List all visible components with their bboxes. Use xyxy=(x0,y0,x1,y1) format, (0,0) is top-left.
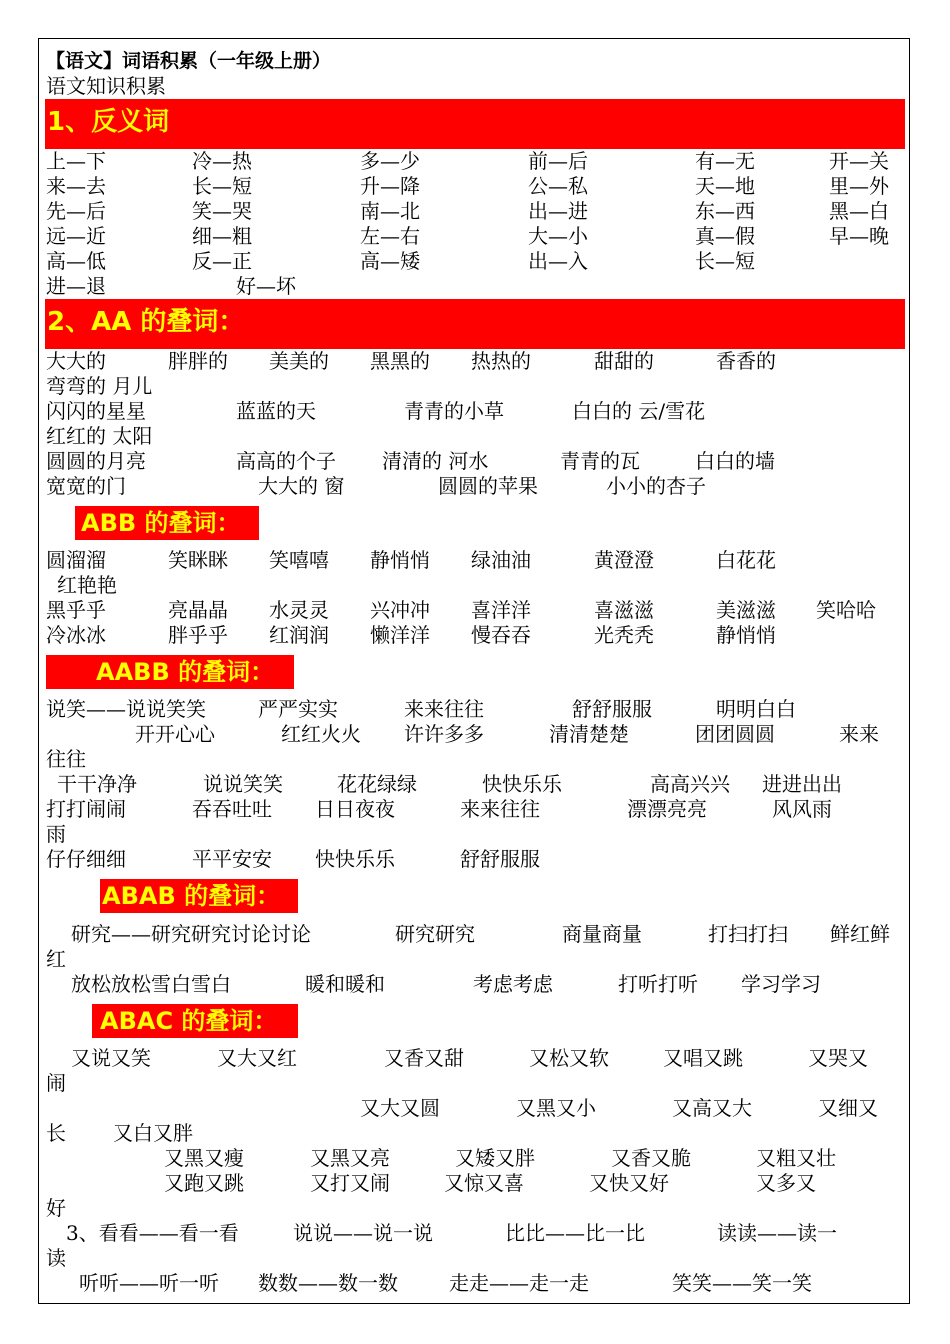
word-item: 商量商量 xyxy=(562,922,642,946)
word-item: 弯弯的 月儿 xyxy=(46,374,153,398)
word-item: 真—假 xyxy=(695,224,755,248)
word-item: 小小的杏子 xyxy=(606,474,706,498)
word-item: 开开心心 xyxy=(135,722,215,746)
word-item: 圆溜溜 xyxy=(46,548,106,572)
word-item: 平平安安 xyxy=(192,847,272,871)
word-item: 放松放松雪白雪白 xyxy=(71,972,231,996)
word-item: 读 xyxy=(46,1246,66,1270)
word-item: 大大的 xyxy=(46,349,106,373)
word-item: 美美的 xyxy=(269,349,329,373)
section-antonyms-band xyxy=(45,99,905,149)
word-item: 又黑又小 xyxy=(516,1096,596,1120)
word-item: 又粗又壮 xyxy=(756,1146,836,1170)
word-item: 进—退 xyxy=(46,274,106,298)
word-item: 读读——读一 xyxy=(717,1221,837,1245)
word-item: 红红火火 xyxy=(281,722,361,746)
word-item: 风风雨 xyxy=(772,797,832,821)
word-item: 闪闪的星星 xyxy=(46,399,146,423)
word-item: 红 xyxy=(46,947,66,971)
word-item: 喜洋洋 xyxy=(471,598,531,622)
word-item: 来来往往 xyxy=(460,797,540,821)
word-item: 仔仔细细 xyxy=(46,847,126,871)
word-item: 红红的 太阳 xyxy=(46,424,153,448)
word-item: 高高的个子 xyxy=(236,449,336,473)
word-item: 高高兴兴 xyxy=(650,772,730,796)
word-item: 3、看看——看一看 xyxy=(66,1221,239,1245)
word-item: 进进出出 xyxy=(762,772,842,796)
word-item: 又香又脆 xyxy=(611,1146,691,1170)
word-item: 前—后 xyxy=(528,149,588,173)
word-item: 闹 xyxy=(46,1071,66,1095)
word-item: 里—外 xyxy=(829,174,889,198)
word-item: 光秃秃 xyxy=(594,623,654,647)
word-item: 高—矮 xyxy=(360,249,420,273)
word-item: 走走——走一走 xyxy=(449,1271,589,1295)
word-item: 左—右 xyxy=(360,224,420,248)
word-item: 天—地 xyxy=(695,174,755,198)
section-aa-band xyxy=(45,299,905,349)
word-item: 又松又软 xyxy=(529,1046,609,1070)
section-aabb-band xyxy=(46,655,294,689)
word-item: 黄澄澄 xyxy=(594,548,654,572)
word-item: 又快又好 xyxy=(589,1171,669,1195)
word-item: 黑乎乎 xyxy=(46,598,106,622)
word-item: 香香的 xyxy=(716,349,776,373)
word-item: 黑—白 xyxy=(829,199,889,223)
section-antonyms-heading: 1、反义词 xyxy=(47,107,170,137)
section-abab-band xyxy=(100,879,298,913)
word-item: 大—小 xyxy=(528,224,588,248)
word-item: 红润润 xyxy=(269,623,329,647)
word-item: 打扫打扫 xyxy=(708,922,788,946)
word-item: 早—晚 xyxy=(829,224,889,248)
section-aa-heading: 2、AA 的叠词： xyxy=(47,307,245,337)
word-item: 许许多多 xyxy=(404,722,484,746)
word-item: 先—后 xyxy=(46,199,106,223)
word-item: 吞吞吐吐 xyxy=(192,797,272,821)
word-item: 比比——比一比 xyxy=(505,1221,645,1245)
word-item: 说说——说一说 xyxy=(293,1221,433,1245)
word-item: 喜滋滋 xyxy=(594,598,654,622)
word-item: 热热的 xyxy=(471,349,531,373)
word-item: 长—短 xyxy=(192,174,252,198)
word-item: 数数——数一数 xyxy=(258,1271,398,1295)
document-title: 【语文】词语积累（一年级上册） xyxy=(46,50,332,72)
word-item: 长—短 xyxy=(695,249,755,273)
word-item: 东—西 xyxy=(695,199,755,223)
word-item: 兴冲冲 xyxy=(370,598,430,622)
word-item: 开—关 xyxy=(829,149,889,173)
word-item: 青青的瓦 xyxy=(560,449,640,473)
word-item: 公—私 xyxy=(528,174,588,198)
word-item: 甜甜的 xyxy=(594,349,654,373)
word-item: 来来往往 xyxy=(404,697,484,721)
word-item: 又黑又亮 xyxy=(310,1146,390,1170)
word-item: 细—粗 xyxy=(192,224,252,248)
word-item: 又大又圆 xyxy=(360,1096,440,1120)
word-item: 有—无 xyxy=(695,149,755,173)
word-item: 笑嘻嘻 xyxy=(269,548,329,572)
word-item: 黑黑的 xyxy=(370,349,430,373)
word-item: 出—进 xyxy=(528,199,588,223)
word-item: 笑哈哈 xyxy=(816,598,876,622)
word-item: 研究——研究研究讨论讨论 xyxy=(71,922,311,946)
word-item: 冷冰冰 xyxy=(46,623,106,647)
section-abb-band xyxy=(75,506,259,540)
word-item: 又唱又跳 xyxy=(663,1046,743,1070)
word-item: 来来 xyxy=(839,722,879,746)
word-item: 宽宽的门 xyxy=(46,474,126,498)
word-item: 雨 xyxy=(46,822,66,846)
word-item: 笑—哭 xyxy=(192,199,252,223)
word-item: 又跑又跳 xyxy=(164,1171,244,1195)
word-item: 好 xyxy=(46,1196,66,1220)
word-item: 静悄悄 xyxy=(370,548,430,572)
word-item: 反—正 xyxy=(192,249,252,273)
word-item: 笑笑——笑一笑 xyxy=(672,1271,812,1295)
word-item: 胖胖的 xyxy=(168,349,228,373)
word-item: 干干净净 xyxy=(57,772,137,796)
word-item: 胖乎乎 xyxy=(168,623,228,647)
word-item: 打打闹闹 xyxy=(46,797,126,821)
section-aabb-heading: AABB 的叠词： xyxy=(96,658,275,686)
word-item: 舒舒服服 xyxy=(460,847,540,871)
word-item: 笑眯眯 xyxy=(168,548,228,572)
word-item: 大大的 窗 xyxy=(258,474,345,498)
word-item: 蓝蓝的天 xyxy=(236,399,316,423)
word-item: 远—近 xyxy=(46,224,106,248)
word-item: 长 xyxy=(46,1121,66,1145)
word-item: 又多又 xyxy=(756,1171,816,1195)
word-item: 明明白白 xyxy=(716,697,796,721)
word-item: 又香又甜 xyxy=(384,1046,464,1070)
word-item: 美滋滋 xyxy=(716,598,776,622)
word-item: 又矮又胖 xyxy=(455,1146,535,1170)
word-item: 学习学习 xyxy=(741,972,821,996)
word-item: 南—北 xyxy=(360,199,420,223)
word-item: 漂漂亮亮 xyxy=(627,797,707,821)
document-subtitle: 语文知识积累 xyxy=(46,74,166,98)
word-item: 好—坏 xyxy=(236,274,296,298)
word-item: 严严实实 xyxy=(258,697,338,721)
word-item: 又黑又瘦 xyxy=(164,1146,244,1170)
word-item: 懒洋洋 xyxy=(370,623,430,647)
word-item: 白白的墙 xyxy=(695,449,775,473)
word-item: 出—入 xyxy=(528,249,588,273)
word-item: 清清楚楚 xyxy=(549,722,629,746)
word-item: 暖和暖和 xyxy=(305,972,385,996)
section-abb-heading: ABB 的叠词： xyxy=(81,509,241,537)
word-item: 研究研究 xyxy=(395,922,475,946)
word-item: 多—少 xyxy=(360,149,420,173)
word-item: 水灵灵 xyxy=(269,598,329,622)
word-item: 日日夜夜 xyxy=(315,797,395,821)
word-item: 来—去 xyxy=(46,174,106,198)
word-item: 白花花 xyxy=(716,548,776,572)
word-item: 慢吞吞 xyxy=(471,623,531,647)
word-item: 亮晶晶 xyxy=(168,598,228,622)
word-item: 又白又胖 xyxy=(113,1121,193,1145)
section-abac-heading: ABAC 的叠词： xyxy=(100,1007,278,1035)
word-item: 说说笑笑 xyxy=(203,772,283,796)
word-item: 升—降 xyxy=(360,174,420,198)
word-item: 打听打听 xyxy=(618,972,698,996)
word-item: 绿油油 xyxy=(471,548,531,572)
word-item: 听听——听一听 xyxy=(79,1271,219,1295)
word-item: 上—下 xyxy=(46,149,106,173)
word-item: 高—低 xyxy=(46,249,106,273)
word-item: 鲜红鲜 xyxy=(830,922,890,946)
word-item: 冷—热 xyxy=(192,149,252,173)
word-item: 考虑考虑 xyxy=(473,972,553,996)
word-item: 又打又闹 xyxy=(310,1171,390,1195)
word-item: 青青的小草 xyxy=(404,399,504,423)
word-item: 红艳艳 xyxy=(57,573,117,597)
word-item: 快快乐乐 xyxy=(482,772,562,796)
word-item: 白白的 云/雪花 xyxy=(572,399,706,423)
word-item: 圆圆的月亮 xyxy=(46,449,146,473)
word-item: 说笑——说说笑笑 xyxy=(46,697,206,721)
word-item: 又高又大 xyxy=(672,1096,752,1120)
word-item: 又说又笑 xyxy=(71,1046,151,1070)
word-item: 花花绿绿 xyxy=(337,772,417,796)
word-item: 又大又红 xyxy=(217,1046,297,1070)
word-item: 又惊又喜 xyxy=(444,1171,524,1195)
word-item: 又哭又 xyxy=(808,1046,868,1070)
word-item: 清清的 河水 xyxy=(382,449,489,473)
word-item: 又细又 xyxy=(818,1096,878,1120)
word-item: 往往 xyxy=(46,747,86,771)
word-item: 团团圆圆 xyxy=(695,722,775,746)
word-item: 圆圆的苹果 xyxy=(438,474,538,498)
section-abab-heading: ABAB 的叠词： xyxy=(102,882,281,910)
word-item: 静悄悄 xyxy=(716,623,776,647)
word-item: 快快乐乐 xyxy=(315,847,395,871)
section-abac-band xyxy=(92,1004,298,1038)
word-item: 舒舒服服 xyxy=(572,697,652,721)
